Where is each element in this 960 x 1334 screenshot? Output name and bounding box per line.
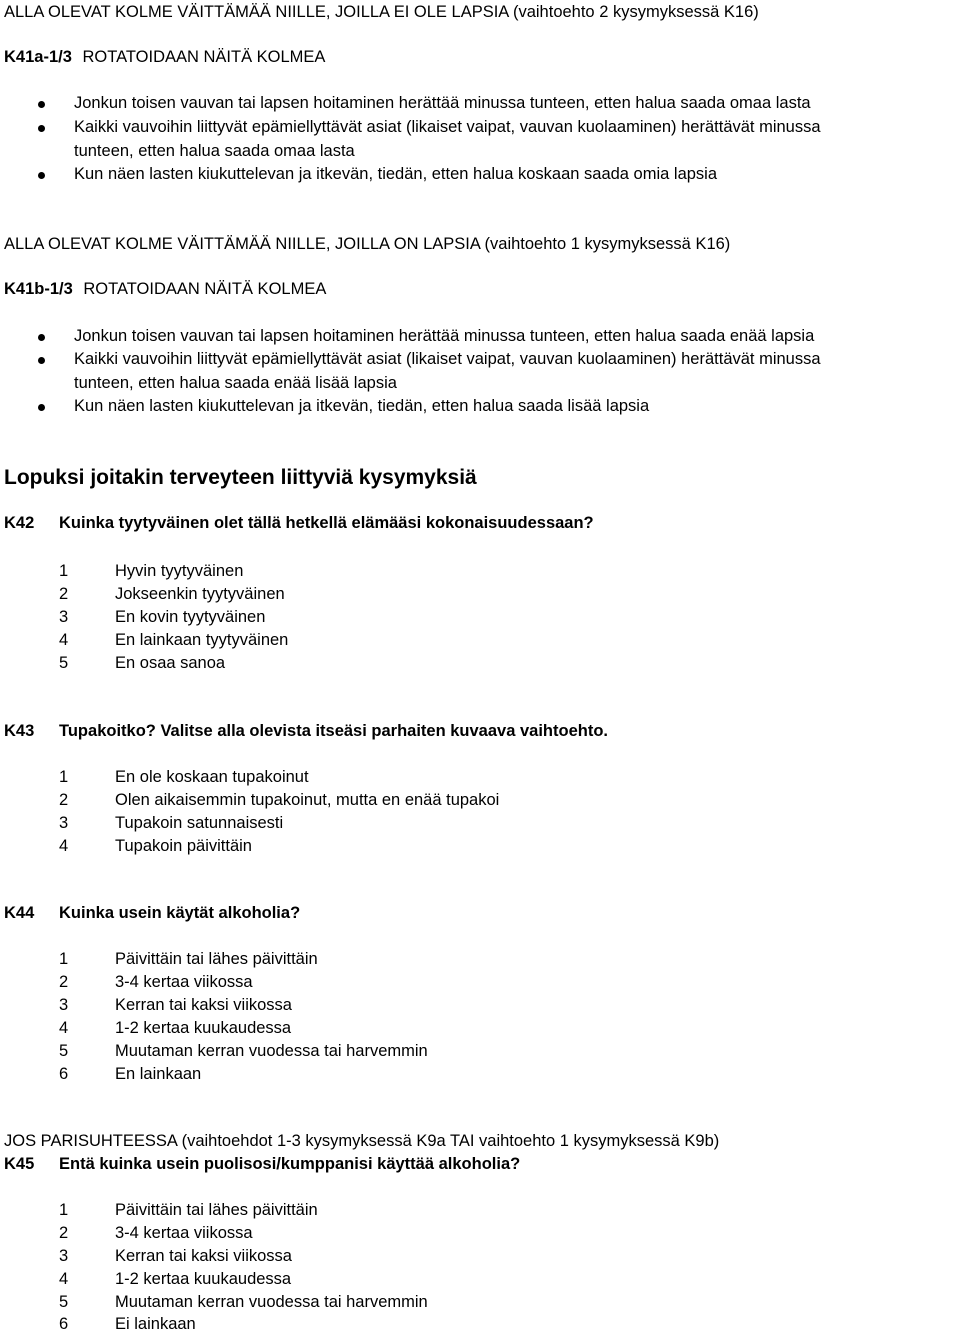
option-number: 3 (59, 996, 69, 1014)
option-number: 5 (59, 1293, 69, 1311)
option-label: Päivittäin tai lähes päivittäin (115, 950, 318, 968)
option-number: 6 (59, 1315, 69, 1333)
question-code: K43 (4, 722, 35, 740)
option-number: 2 (59, 973, 69, 991)
option-label: Tupakoin päivittäin (115, 837, 252, 855)
option-label: En osaa sanoa (115, 654, 226, 672)
statement-item: Kun näen lasten kiukuttelevan ja itkevän, tiedän, etten halua koskaan saada omia lapsia (74, 165, 718, 183)
option-number: 1 (59, 562, 69, 580)
option-number: 2 (59, 1224, 69, 1242)
section-heading: Lopuksi joitakin terveyteen liittyviä kysymyksiä (4, 466, 477, 489)
question-text: Entä kuinka usein puolisosi/kumppanisi käyttää alkoholia? (59, 1155, 521, 1173)
option-label: Tupakoin satunnaisesti (115, 814, 284, 832)
option-number: 1 (59, 1201, 69, 1219)
question-code: K42 (4, 514, 35, 532)
option-number: 4 (59, 1019, 69, 1037)
statement-item: Jonkun toisen vauvan tai lapsen hoitaminen herättää minussa tunteen, etten halua saada omaa lasta (74, 94, 811, 112)
option-label: Muutaman kerran vuodessa tai harvemmin (115, 1042, 428, 1060)
option-label: Kerran tai kaksi viikossa (115, 1247, 292, 1265)
statement-item-continuation: tunteen, etten halua saada enää lisää lapsia (74, 374, 397, 392)
statement-item: Kaikki vauvoihin liittyvät epämiellyttävät asiat (likaiset vaipat, vauvan kuolaaminen) herättävät minussa (74, 118, 821, 136)
option-label: Ei lainkaan (115, 1315, 196, 1333)
option-label: En ole koskaan tupakoinut (115, 768, 309, 786)
question-text: Kuinka tyytyväinen olet tällä hetkellä elämääsi kokonaisuudessaan? (59, 514, 594, 532)
option-number: 3 (59, 814, 69, 832)
statement-item: Jonkun toisen vauvan tai lapsen hoitaminen herättää minussa tunteen, etten halua saada enää lapsia (74, 327, 815, 345)
bullet-icon (38, 357, 45, 364)
bullet-icon (38, 334, 45, 341)
option-label: Olen aikaisemmin tupakoinut, mutta en enää tupakoi (115, 791, 500, 809)
question-code: K45 (4, 1155, 35, 1173)
rotation-instruction: ROTATOIDAAN NÄITÄ KOLMEA (82, 48, 326, 66)
option-number: 5 (59, 654, 69, 672)
bullet-icon (38, 125, 45, 132)
option-label: En lainkaan tyytyväinen (115, 631, 289, 649)
option-label: Päivittäin tai lähes päivittäin (115, 1201, 318, 1219)
option-number: 3 (59, 608, 69, 626)
question-code: K41a-1/3 (4, 48, 72, 66)
section-b-header: ALLA OLEVAT KOLME VÄITTÄMÄÄ NIILLE, JOILLA ON LAPSIA (vaihtoehto 1 kysymyksessä K16) (4, 235, 731, 253)
option-label: Kerran tai kaksi viikossa (115, 996, 292, 1014)
question-text: Tupakoitko? Valitse alla olevista itseäsi parhaiten kuvaava vaihtoehto. (59, 722, 608, 740)
option-number: 1 (59, 950, 69, 968)
rotation-instruction: ROTATOIDAAN NÄITÄ KOLMEA (83, 280, 327, 298)
statement-item: Kun näen lasten kiukuttelevan ja itkevän, tiedän, etten halua saada lisää lapsia (74, 397, 650, 415)
option-label: En kovin tyytyväinen (115, 608, 266, 626)
section-b-instruction-row (4, 279, 326, 299)
bullet-icon (38, 404, 45, 411)
section-a-instruction-row (4, 47, 325, 67)
bullet-icon (38, 101, 45, 108)
option-number: 3 (59, 1247, 69, 1265)
section-a-header: ALLA OLEVAT KOLME VÄITTÄMÄÄ NIILLE, JOILLA EI OLE LAPSIA (vaihtoehto 2 kysymyksessä K16) (4, 3, 759, 21)
statement-item: Kaikki vauvoihin liittyvät epämiellyttävät asiat (likaiset vaipat, vauvan kuolaaminen) herättävät minussa (74, 350, 821, 368)
option-label: Muutaman kerran vuodessa tai harvemmin (115, 1293, 428, 1311)
option-label: Jokseenkin tyytyväinen (115, 585, 285, 603)
question-code: K41b-1/3 (4, 280, 73, 298)
option-label: En lainkaan (115, 1065, 202, 1083)
option-label: 1-2 kertaa kuukaudessa (115, 1019, 292, 1037)
option-number: 5 (59, 1042, 69, 1060)
option-number: 4 (59, 631, 69, 649)
option-label: Hyvin tyytyväinen (115, 562, 244, 580)
option-label: 1-2 kertaa kuukaudessa (115, 1270, 292, 1288)
statement-item-continuation: tunteen, etten halua saada omaa lasta (74, 142, 355, 160)
bullet-icon (38, 172, 45, 179)
option-label: 3-4 kertaa viikossa (115, 973, 253, 991)
option-number: 4 (59, 1270, 69, 1288)
question-text: Kuinka usein käytät alkoholia? (59, 904, 301, 922)
option-number: 6 (59, 1065, 69, 1083)
question-code: K44 (4, 904, 35, 922)
option-number: 4 (59, 837, 69, 855)
option-number: 1 (59, 768, 69, 786)
option-number: 2 (59, 585, 69, 603)
condition-note: JOS PARISUHTEESSA (vaihtoehdot 1-3 kysymyksessä K9a TAI vaihtoehto 1 kysymyksessä K9b) (4, 1132, 720, 1150)
option-label: 3-4 kertaa viikossa (115, 1224, 253, 1242)
option-number: 2 (59, 791, 69, 809)
